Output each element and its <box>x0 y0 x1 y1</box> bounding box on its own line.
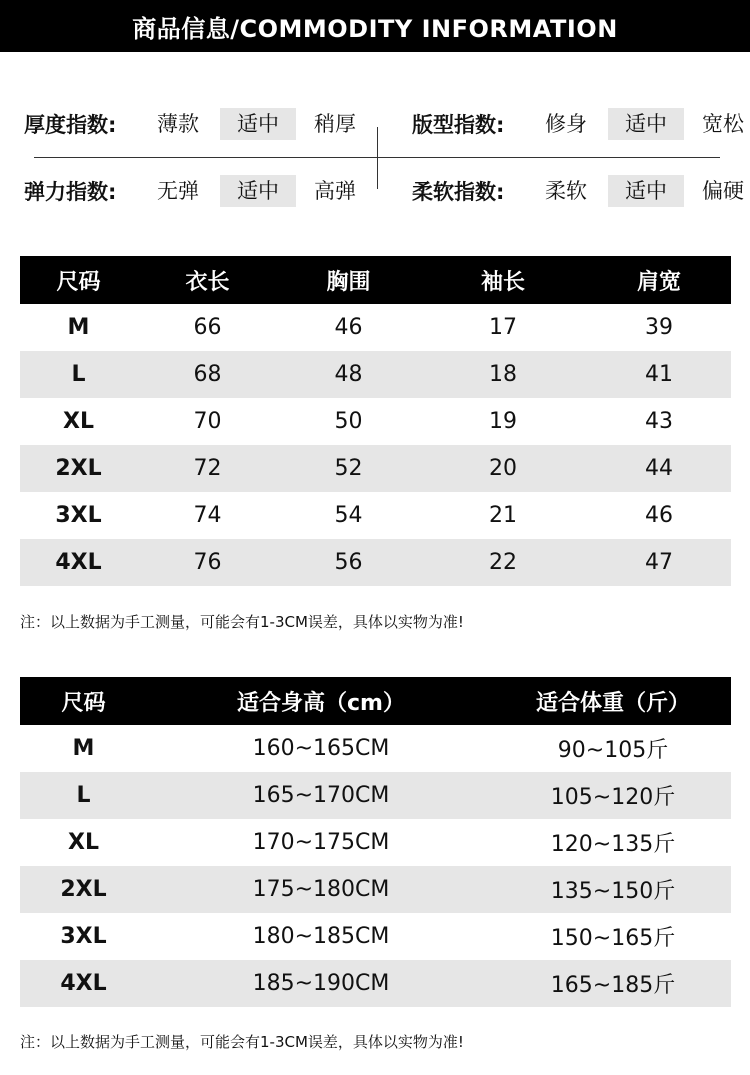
value-cell: 48 <box>278 351 419 398</box>
index-thickness <box>24 104 360 144</box>
index-fit-style <box>412 104 748 144</box>
index-option-selected: 适中 <box>220 108 296 140</box>
table-row <box>20 445 731 492</box>
height-cell: 165~170CM <box>147 772 495 819</box>
index-option-selected: 适中 <box>608 108 684 140</box>
index-option: 柔软 <box>545 179 587 203</box>
table-row <box>20 772 731 819</box>
column-header: 胸围 <box>278 256 419 304</box>
value-cell: 56 <box>278 539 419 586</box>
value-cell: 21 <box>489 503 517 528</box>
index-option: 稍厚 <box>314 112 356 136</box>
measurement-note: 注：以上数据为手工测量，可能会有1-3CM误差，具体以实物为准! <box>20 613 464 631</box>
index-row-2 <box>0 171 750 211</box>
index-row-1 <box>0 104 750 144</box>
value-cell: 47 <box>587 539 731 586</box>
size-cell: 3XL <box>60 924 107 949</box>
index-option: 偏硬 <box>702 179 744 203</box>
table-row <box>20 960 731 1007</box>
size-cell: L <box>20 772 147 819</box>
weight-cell: 105~120斤 <box>495 772 731 819</box>
table-header-row <box>20 677 731 725</box>
value-cell: 43 <box>645 409 673 434</box>
page-header <box>0 0 750 52</box>
value-cell: 17 <box>489 315 517 340</box>
weight-cell: 165~185斤 <box>495 960 731 1007</box>
value-cell: 52 <box>278 445 419 492</box>
index-option: 高弹 <box>314 179 356 203</box>
weight-cell: 150~165斤 <box>550 926 676 951</box>
value-cell: 19 <box>489 409 517 434</box>
value-cell: 46 <box>334 315 363 340</box>
value-cell: 46 <box>645 503 673 528</box>
index-option: 宽松 <box>702 112 744 136</box>
table-row <box>20 725 731 772</box>
weight-cell: 90~105斤 <box>557 738 669 763</box>
column-header: 衣长 <box>137 256 278 304</box>
column-header: 适合体重（斤） <box>495 677 731 725</box>
table-row <box>20 819 731 866</box>
value-cell: 76 <box>137 539 278 586</box>
table-row <box>20 351 731 398</box>
value-cell: 22 <box>419 539 587 586</box>
value-cell: 18 <box>419 351 587 398</box>
height-cell: 160~165CM <box>252 736 390 761</box>
table-row <box>20 866 731 913</box>
attribute-indices <box>0 100 750 210</box>
size-cell: L <box>20 351 137 398</box>
size-cell: M <box>72 736 95 761</box>
size-measurement-table <box>20 256 731 586</box>
height-cell: 180~185CM <box>252 924 390 949</box>
value-cell: 66 <box>193 315 222 340</box>
table-header-row <box>20 256 731 304</box>
index-label: 厚度指数: <box>24 113 117 137</box>
size-cell: 4XL <box>20 539 137 586</box>
fit-recommendation-table <box>20 677 731 1007</box>
size-cell: 3XL <box>55 503 102 528</box>
index-label: 弹力指数: <box>24 180 117 204</box>
index-softness <box>412 171 748 211</box>
table-row <box>20 398 731 445</box>
height-cell: 185~190CM <box>147 960 495 1007</box>
value-cell: 39 <box>645 315 673 340</box>
column-header: 尺码 <box>20 256 137 304</box>
size-cell: M <box>67 315 90 340</box>
value-cell: 74 <box>193 503 222 528</box>
column-header: 适合身高（cm） <box>147 677 495 725</box>
height-cell: 175~180CM <box>147 866 495 913</box>
value-cell: 20 <box>419 445 587 492</box>
value-cell: 44 <box>587 445 731 492</box>
index-label: 柔软指数: <box>412 180 505 204</box>
table-row <box>20 539 731 586</box>
size-cell: XL <box>68 830 99 855</box>
size-cell: 4XL <box>20 960 147 1007</box>
column-header: 肩宽 <box>587 256 731 304</box>
index-elasticity <box>24 171 360 211</box>
index-option-selected: 适中 <box>608 175 684 207</box>
index-option-selected: 适中 <box>220 175 296 207</box>
value-cell: 70 <box>193 409 222 434</box>
size-cell: XL <box>63 409 94 434</box>
table-row <box>20 492 731 539</box>
fit-note: 注：以上数据为手工测量，可能会有1-3CM误差，具体以实物为准! <box>20 1033 464 1051</box>
weight-cell: 120~135斤 <box>550 832 676 857</box>
size-cell: 2XL <box>20 445 137 492</box>
value-cell: 50 <box>334 409 363 434</box>
index-option: 无弹 <box>157 179 199 203</box>
value-cell: 54 <box>334 503 363 528</box>
index-label: 版型指数: <box>412 113 505 137</box>
value-cell: 68 <box>137 351 278 398</box>
header-title: 商品信息/COMMODITY INFORMATION <box>132 14 618 43</box>
table-row <box>20 304 731 351</box>
index-option: 薄款 <box>157 112 199 136</box>
value-cell: 72 <box>137 445 278 492</box>
size-cell: 2XL <box>20 866 147 913</box>
weight-cell: 135~150斤 <box>495 866 731 913</box>
value-cell: 41 <box>587 351 731 398</box>
table-row <box>20 913 731 960</box>
index-option: 修身 <box>545 112 587 136</box>
height-cell: 170~175CM <box>252 830 390 855</box>
column-header: 袖长 <box>419 256 587 304</box>
column-header: 尺码 <box>20 677 147 725</box>
